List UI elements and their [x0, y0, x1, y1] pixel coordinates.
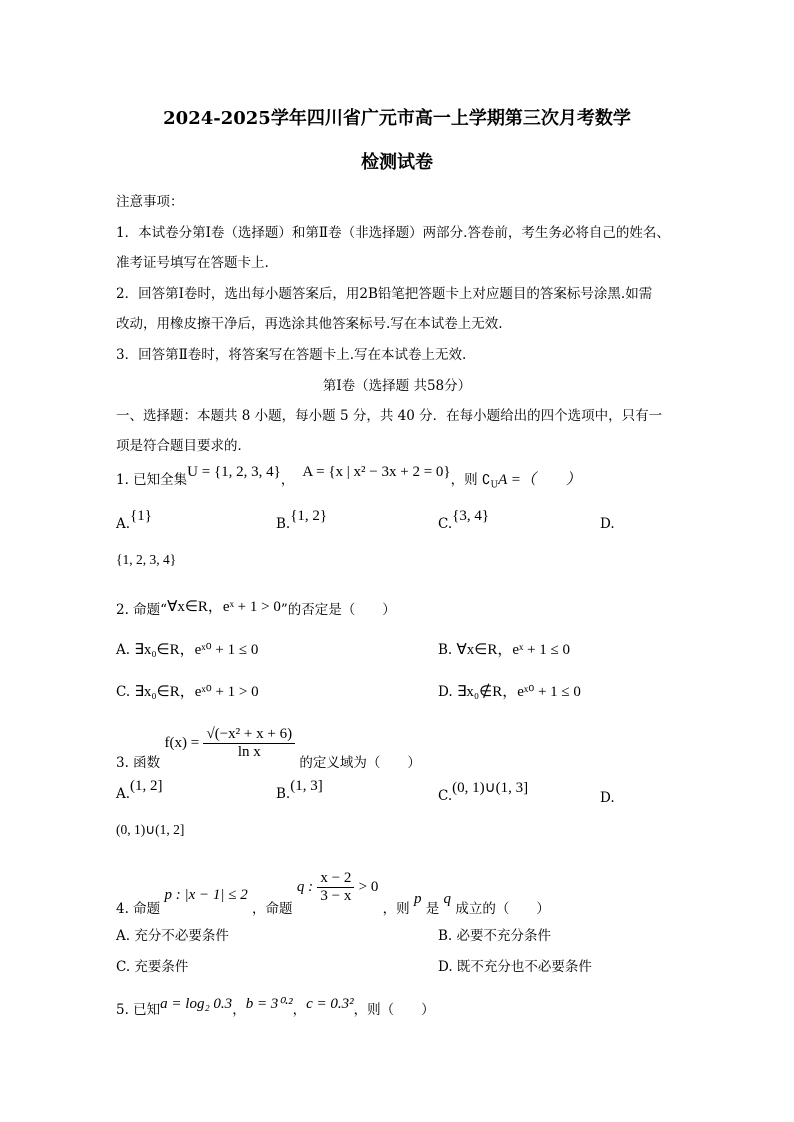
question-2 — [116, 598, 396, 619]
exam-title: 2024-2025学年四川省广元市高一上学期第三次月考数学 — [163, 108, 631, 129]
option-label: A. — [116, 642, 131, 658]
option-value: ∃x₀∈R，eˣ⁰ + 1 ≤ 0 — [134, 642, 259, 658]
option-value: ∃x₀∉R，eˣ⁰ + 1 ≤ 0 — [456, 684, 581, 700]
q1-set-a: A = {x | x² − 3x + 2 = 0} — [302, 464, 451, 480]
q3-denominator: ln x — [237, 744, 261, 760]
option-label: A. — [116, 786, 131, 802]
q2-option-d — [438, 680, 581, 701]
option-label: C. — [116, 684, 131, 700]
q3-option-d — [600, 790, 615, 806]
q4-option-a: A. 充分不必要条件 — [116, 928, 229, 944]
question-3 — [116, 718, 421, 778]
option-label: C. — [438, 788, 453, 804]
q2-option-a — [116, 638, 258, 659]
question-5: 5. 已知a = log₂ 0.3，b = 3⁰·²，c = 0.3²，则（ ） — [116, 996, 435, 1018]
q4-fraction — [317, 870, 354, 905]
q5-a: a = log₂ 0.3 — [160, 996, 233, 1012]
q3-option-a — [116, 778, 163, 803]
q3-option-b — [276, 778, 323, 803]
q1-option-d — [600, 516, 615, 532]
q1-option-a — [116, 508, 152, 533]
option-label: B. — [438, 642, 453, 658]
option-value: {3, 4} — [452, 508, 490, 524]
q4-option-b: B. 必要不充分条件 — [438, 928, 552, 944]
q1-tail: A =（ ） — [498, 472, 581, 488]
option-label: D. — [600, 790, 615, 806]
option-label: B. — [276, 786, 291, 802]
option-label: C. — [438, 516, 453, 532]
question-4 — [116, 866, 550, 916]
q1-option-d-value: {1, 2, 3, 4} — [116, 552, 177, 567]
q3-option-c — [438, 780, 529, 805]
option-value: (1, 3] — [290, 778, 323, 794]
q1-complement-sub: U — [490, 480, 499, 491]
q3-option-d-value: (0, 1)∪(1, 2] — [116, 822, 185, 837]
q4-mid: ，命题 — [252, 901, 293, 917]
q5-suffix: ，则（ ） — [353, 1002, 435, 1018]
q2-option-c — [116, 680, 259, 701]
part-heading: 第Ⅰ卷（选择题 共58分） — [322, 378, 472, 394]
q3-suffix: 的定义域为（ ） — [299, 755, 421, 771]
q3-function: f(x) = — [164, 735, 200, 751]
q4-option-c: C. 充要条件 — [116, 959, 189, 975]
option-label: D. — [600, 516, 615, 532]
q5-prefix: 5. 已知 — [116, 1002, 161, 1018]
q3-prefix: 3. 函数 — [116, 755, 161, 771]
q4-denominator: 3 − x — [320, 888, 352, 904]
q4-suffix1: ，则 — [382, 901, 410, 917]
option-value: {1} — [130, 508, 152, 524]
notice-heading: 注意事项： — [116, 194, 184, 210]
q1-suffix: ，则 ∁ — [450, 472, 491, 488]
q2-prefix: 2. 命题“ — [116, 602, 168, 618]
q5-c: c = 0.3² — [306, 996, 354, 1012]
option-label: D. — [438, 684, 453, 700]
q1-universal-set: U = {1, 2, 3, 4} — [187, 464, 281, 480]
exam-subtitle: 检测试卷 — [361, 152, 433, 173]
option-value: (1, 2] — [130, 778, 163, 794]
q4-proposition-p: p : |x − 1| ≤ 2 — [164, 887, 248, 903]
notice-line: 1．本试卷分第Ⅰ卷（选择题）和第Ⅱ卷（非选择题）两部分.答卷前，考生务必将自己的姓名、 — [116, 225, 670, 241]
notice-line: 2．回答第Ⅰ卷时，选出每小题答案后，用2B铅笔把答题卡上对应题目的答案标号涂黑.如需 — [116, 286, 653, 302]
notice-line: 3．回答第Ⅱ卷时，将答案写在答题卡上.写在本试卷上无效. — [116, 347, 467, 363]
option-value: ∀x∈R，eˣ + 1 ≤ 0 — [456, 642, 571, 658]
section-instruction: 一、选择题：本题共 8 小题，每小题 5 分，共 40 分．在每小题给出的四个选项中，只有一 — [116, 408, 663, 424]
q4-is: 是 — [425, 901, 440, 917]
question-1: 1. 已知全集U = {1, 2, 3, 4}， A = {x | x² − 3x + 2 = 0}，则 $∁_UA$ =（ ） — [116, 464, 581, 491]
q2-proposition: ∀x∈R，eˣ + 1 > 0 — [167, 599, 281, 615]
q1-option-b — [276, 508, 328, 533]
q4-q-var: q — [443, 891, 452, 907]
option-label: B. — [276, 516, 291, 532]
q3-fraction — [203, 726, 295, 761]
q3-numerator: √(−x² + x + 6) — [203, 726, 295, 744]
q4-numerator: x − 2 — [317, 870, 354, 888]
notice-line: 准考证号填写在答题卡上. — [116, 255, 269, 271]
q4-q-rhs: > 0 — [358, 879, 379, 895]
section-instruction: 项是符合题目要求的． — [116, 438, 251, 454]
q2-option-b — [438, 638, 570, 659]
q5-b: b = 3⁰·² — [245, 996, 293, 1012]
q4-suffix2: 成立的（ ） — [455, 901, 550, 917]
option-value: ∃x₀∈R，eˣ⁰ + 1 > 0 — [134, 684, 259, 700]
q1-option-c — [438, 508, 490, 533]
q4-option-d: D. 既不充分也不必要条件 — [438, 959, 592, 975]
option-label: A. — [116, 516, 131, 532]
notice-line: 改动，用橡皮擦干净后，再选涂其他答案标号.写在本试卷上无效. — [116, 316, 503, 332]
q4-p-var: p — [413, 891, 422, 907]
option-value: {1, 2} — [290, 508, 328, 524]
q1-prefix: 1. 已知全集 — [116, 472, 188, 488]
option-value: (0, 1)∪(1, 3] — [452, 780, 529, 796]
q4-prefix: 4. 命题 — [116, 901, 161, 917]
q4-q-label: q : — [296, 879, 314, 895]
q2-suffix: ”的否定是（ ） — [280, 602, 396, 618]
